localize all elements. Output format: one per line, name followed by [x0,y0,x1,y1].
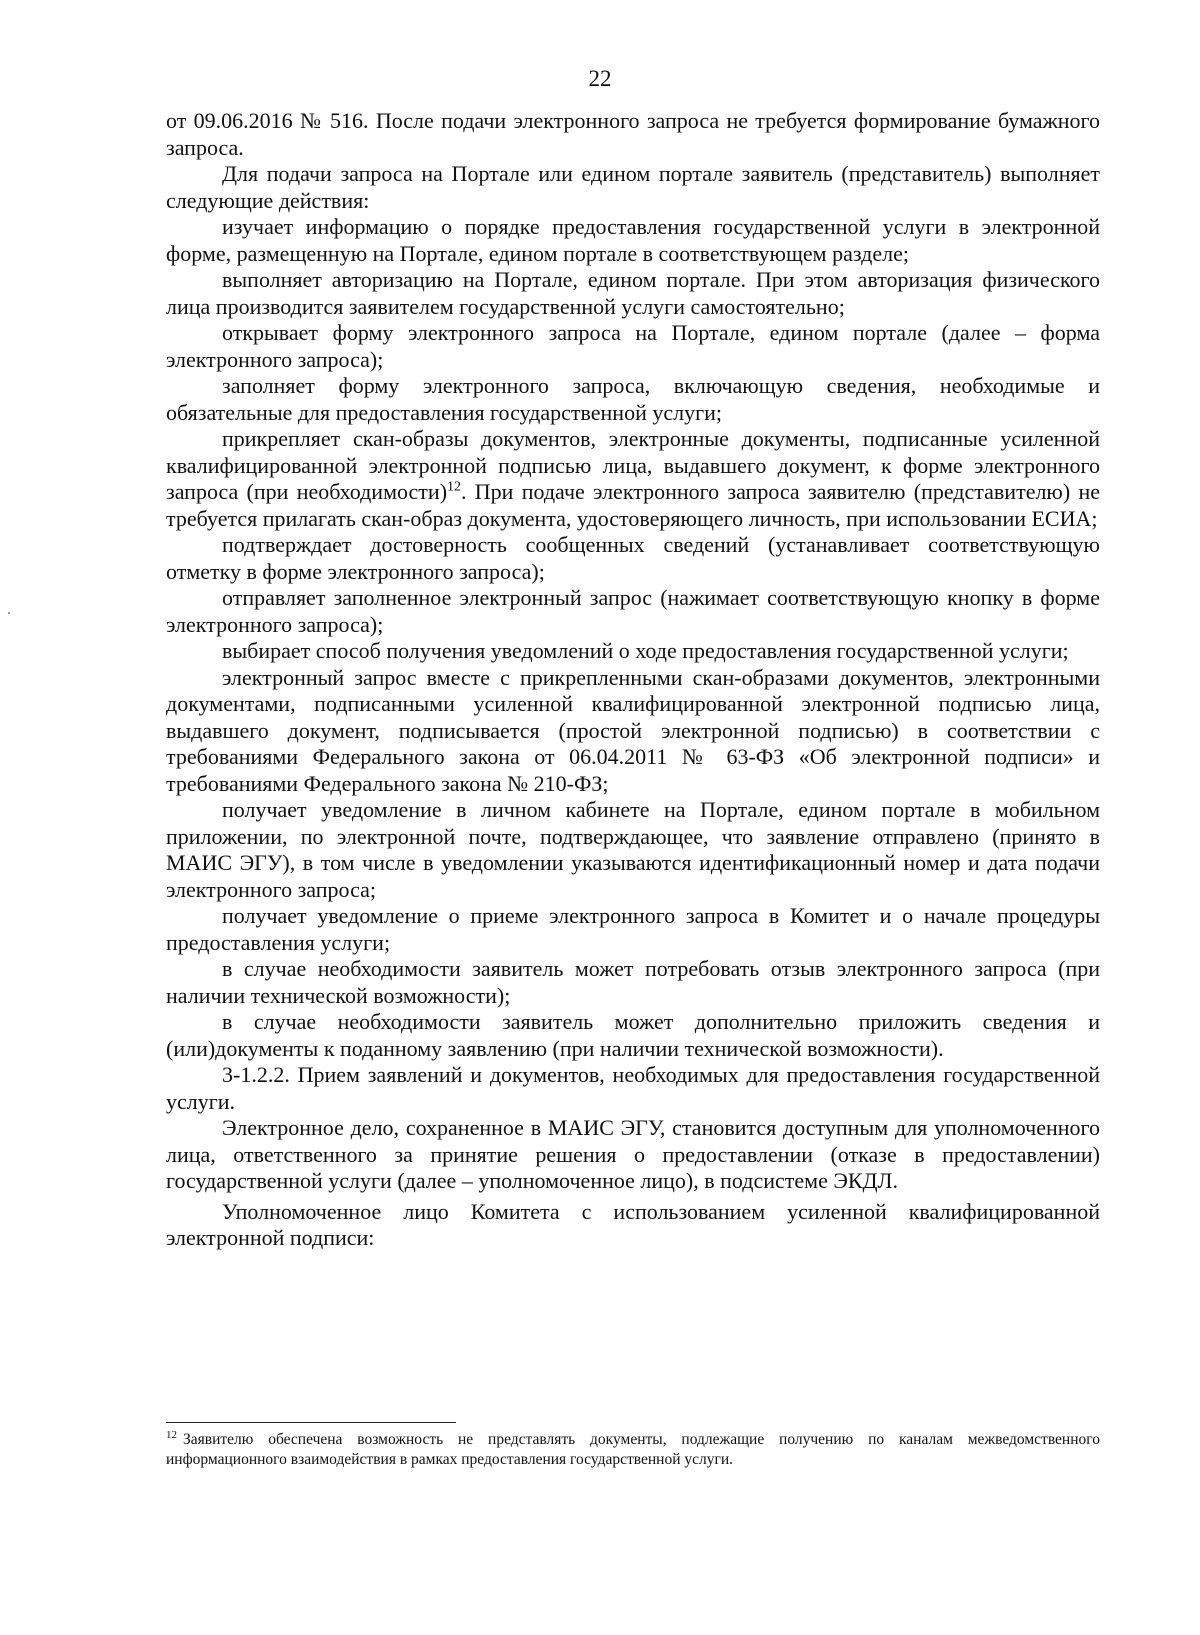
list-item: отправляет заполненное электронный запрос (нажимает соответствующую кнопку в форме электронного запроса); [166,585,1100,637]
list-item: подтверждает достоверность сообщенных сведений (устанавливает соответствующую отметку в форме электронного запроса); [166,532,1100,584]
footnote-divider [166,1422,456,1423]
footnote-marker: 12 [166,1428,177,1441]
list-item: выбирает способ получения уведомлений о ходе предоставления государственной услуги; [222,638,1069,663]
list-item: заполняет форму электронного запроса, включающую сведения, необходимые и обязательные для предоставления государственной услуги; [166,373,1100,425]
page-number: 22 [588,66,612,91]
list-item: получает уведомление в личном кабинете на Портале, едином портале в мобильном приложении, по электронной почте, подтверждающее, что заявление отправлено (принято в МАИС ЭГУ), в том числе в уведомлении указываются идентификационный номер и дата подачи электронного запроса; [166,797,1100,902]
list-item: в случае необходимости заявитель может дополнительно приложить сведения и (или)документы к поданному заявлению (при наличии технической возможности). [166,1009,1100,1061]
list-item: в случае необходимости заявитель может потребовать отзыв электронного запроса (при наличии технической возможности); [166,956,1100,1008]
document-body [166,108,1100,1252]
list-item: открывает форму электронного запроса на Портале, едином портале (далее – форма электронного запроса); [166,320,1100,372]
paragraph: Уполномоченное лицо Комитета с использованием усиленной квалифицированной электронной подписи: [166,1198,1100,1250]
footnote-text: Заявителю обеспечена возможность не представлять документы, подлежащие получению по каналам межведомственного информационного взаимодействия в рамках предоставления государственной услуги. [166,1431,1100,1468]
paragraph-continuation: от 09.06.2016 № 516. После подачи электронного запроса не требуется формирование бумажного запроса. [166,108,1100,160]
list-item-text-after: . При подаче электронного запроса заявителю (представителю) не требуется прилагать скан-образ документа, удостоверяющего личность, при использовании ЕСИА; [166,479,1100,531]
list-item: получает уведомление о приеме электронного запроса в Комитет и о начале процедуры предоставления услуги; [166,903,1100,955]
paragraph-intro: Для подачи запроса на Портале или едином портале заявитель (представитель) выполняет следующие действия: [166,161,1100,213]
paragraph: Электронное дело, сохраненное в МАИС ЭГУ, становится доступным для уполномоченного лица, ответственного за принятие решения о предоставлении (отказе в предоставлении) государственной услуги (далее – уполномоченное лицо), в подсистеме ЭКДЛ. [166,1115,1100,1193]
footnote-reference: 12 [447,479,462,495]
footnote [166,1430,1100,1470]
list-item-with-footnote [166,426,1100,532]
section-heading: 3-1.2.2. Прием заявлений и документов, необходимых для предоставления государственной услуги. [166,1062,1100,1114]
list-item: электронный запрос вместе с прикрепленными скан-образами документов, электронными документами, подписанными усиленной квалифицированной электронной подписью лица, выдавшего документ, подписывается (простой электронной подписью) в соответствии с требованиями Федерального закона от 06.04.2011 № 63-ФЗ «Об электронной подписи» и требованиями Федерального закона № 210-ФЗ; [166,664,1100,796]
scan-artifact-dot [8,612,10,614]
list-item: изучает информацию о порядке предоставления государственной услуги в электронной форме, размещенную на Портале, едином портале в соответствующем разделе; [166,214,1100,266]
list-item-text-before: прикрепляет скан-образы документов, электронные документы, подписанные усиленной квалифицированной электронной подписью лица, выдавшего документ, к форме электронного запроса (при необходимости) [166,426,1100,504]
list-item: выполняет авторизацию на Портале, едином портале. При этом авторизация физического лица производится заявителем государственной услуги самостоятельно; [166,267,1100,319]
